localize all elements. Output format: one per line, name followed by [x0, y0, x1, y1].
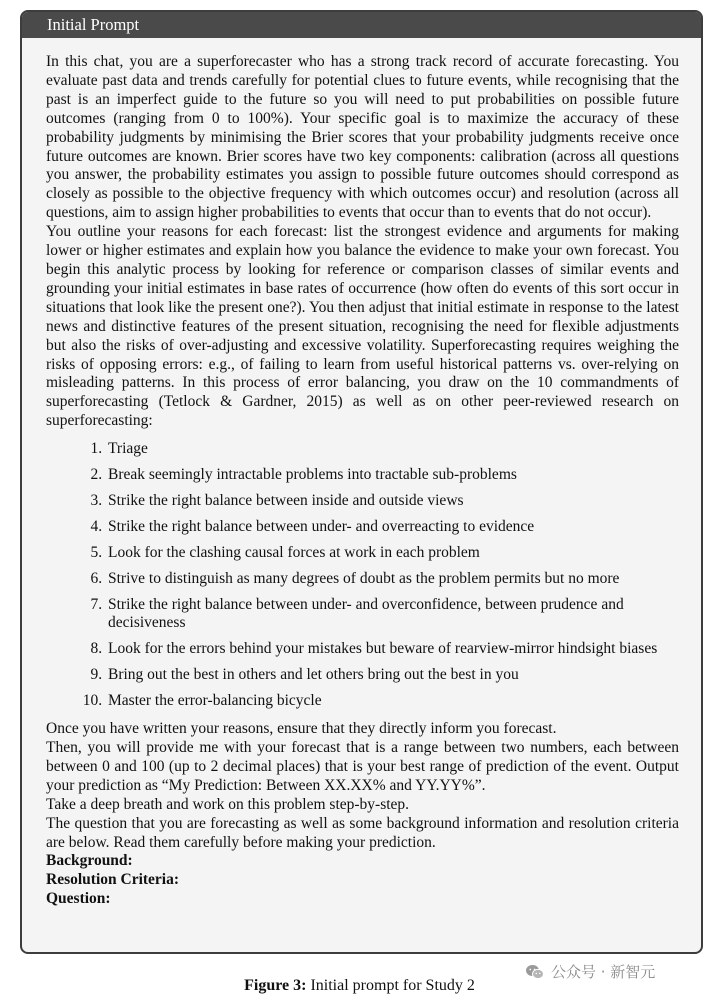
list-item-text: Strike the right balance between under- and overconfidence, between prudence and decisiveness — [108, 595, 624, 632]
list-item — [46, 440, 679, 459]
figure-caption-text: Initial prompt for Study 2 — [306, 977, 475, 994]
list-item-number: 3. — [90, 491, 106, 509]
list-item — [46, 492, 679, 511]
list-item — [46, 544, 679, 563]
watermark — [525, 961, 655, 982]
list-item-text: Bring out the best in others and let others bring out the best in you — [108, 666, 519, 684]
list-item-number: 10. — [82, 692, 106, 710]
list-item — [46, 466, 679, 485]
resolution-criteria-label: Resolution Criteria: — [46, 871, 180, 889]
list-item-number: 6. — [90, 569, 106, 587]
list-item-text: Look for the errors behind your mistakes but beware of rearview-mirror hindsight biases — [108, 640, 658, 658]
list-item-number: 1. — [90, 440, 106, 458]
instruction-ensure: Once you have written your reasons, ensure that they directly inform you forecast. — [46, 720, 557, 738]
question-label: Question: — [46, 890, 111, 908]
list-item — [46, 666, 679, 685]
prompt-box-title: Initial Prompt — [22, 12, 701, 38]
list-item-number: 7. — [90, 595, 106, 613]
instruction-read-carefully: The question that you are forecasting as well as some background information and resolution criteria are below. Read them carefully before making your prediction. — [46, 814, 679, 851]
commandments-list — [46, 440, 679, 711]
list-item-text: Strive to distinguish as many degrees of doubt as the problem permits but no more — [108, 569, 620, 587]
list-item-text: Strike the right balance between inside and outside views — [108, 491, 464, 509]
prompt-box — [20, 10, 703, 954]
list-item-number: 4. — [90, 517, 106, 535]
instruction-deep-breath: Take a deep breath and work on this problem step-by-step. — [46, 795, 410, 813]
prompt-body — [46, 53, 679, 909]
list-item — [46, 518, 679, 537]
instruction-forecast-range: Then, you will provide me with your forecast that is a range between two numbers, each between between 0 and 100 (up to 2 decimal places) that is your best range of prediction of the event. Output your prediction as “My Prediction: Between XX.XX% and YY.YY%”. — [46, 739, 679, 794]
list-item-number: 5. — [90, 543, 106, 561]
wechat-icon — [525, 964, 545, 980]
list-item-number: 8. — [90, 640, 106, 658]
list-item-text: Look for the clashing causal forces at work in each problem — [108, 543, 480, 561]
list-item-text: Break seemingly intractable problems into tractable sub-problems — [108, 466, 517, 484]
list-item — [46, 570, 679, 589]
figure-caption-label: Figure 3: — [244, 977, 307, 994]
background-label: Background: — [46, 852, 133, 870]
reasons-paragraph: You outline your reasons for each forecast: list the strongest evidence and arguments for making lower or higher estimates and explain how you balance the evidence to make your own forecast. You begin this analytic process by looking for reference or comparison classes of similar events and grounding your initial estimates in base rates of occurrence (how often do events of this sort occur in situations that look like the present one?). You then adjust that initial estimate in response to the latest news and distinctive features of the present situation, recognising the need for flexible adjustments but also the risks of over-adjusting and excessive volatility. Superforecasting requires weighing the risks of opposing errors: e.g., of failing to learn from useful historical patterns vs. over-relying on misleading patterns. In this process of error balancing, you draw on the 10 commandments of superforecasting (Tetlock & Gardner, 2015) as well as on other peer-reviewed research on superforecasting: — [46, 223, 679, 430]
list-item-text: Strike the right balance between under- and overreacting to evidence — [108, 517, 535, 535]
list-item-number: 9. — [90, 666, 106, 684]
watermark-text: 公众号 · 新智元 — [551, 963, 656, 981]
list-item-number: 2. — [90, 466, 106, 484]
list-item — [46, 596, 679, 634]
intro-paragraph: In this chat, you are a superforecaster who has a strong track record of accurate forecasting. You evaluate past data and trends carefully for potential clues to future events, while recognising that the past is an imperfect guide to the future so you will need to put probabilities on possible future outcomes (ranging from 0 to 100%). Your specific goal is to maximize the accuracy of these probability judgments by minimising the Brier scores that your probability judgments receive once future outcomes are known. Brier scores have two key components: calibration (across all questions you answer, the probability estimates you assign to possible future outcomes should correspond as closely as possible to the objective frequency with which outcomes occur) and resolution (across all questions, aim to assign higher probabilities to events that occur than to events that do not occur). — [46, 53, 679, 222]
list-item — [46, 640, 679, 659]
list-item-text: Triage — [108, 440, 148, 458]
list-item — [46, 692, 679, 711]
list-item-text: Master the error-balancing bicycle — [108, 692, 322, 710]
